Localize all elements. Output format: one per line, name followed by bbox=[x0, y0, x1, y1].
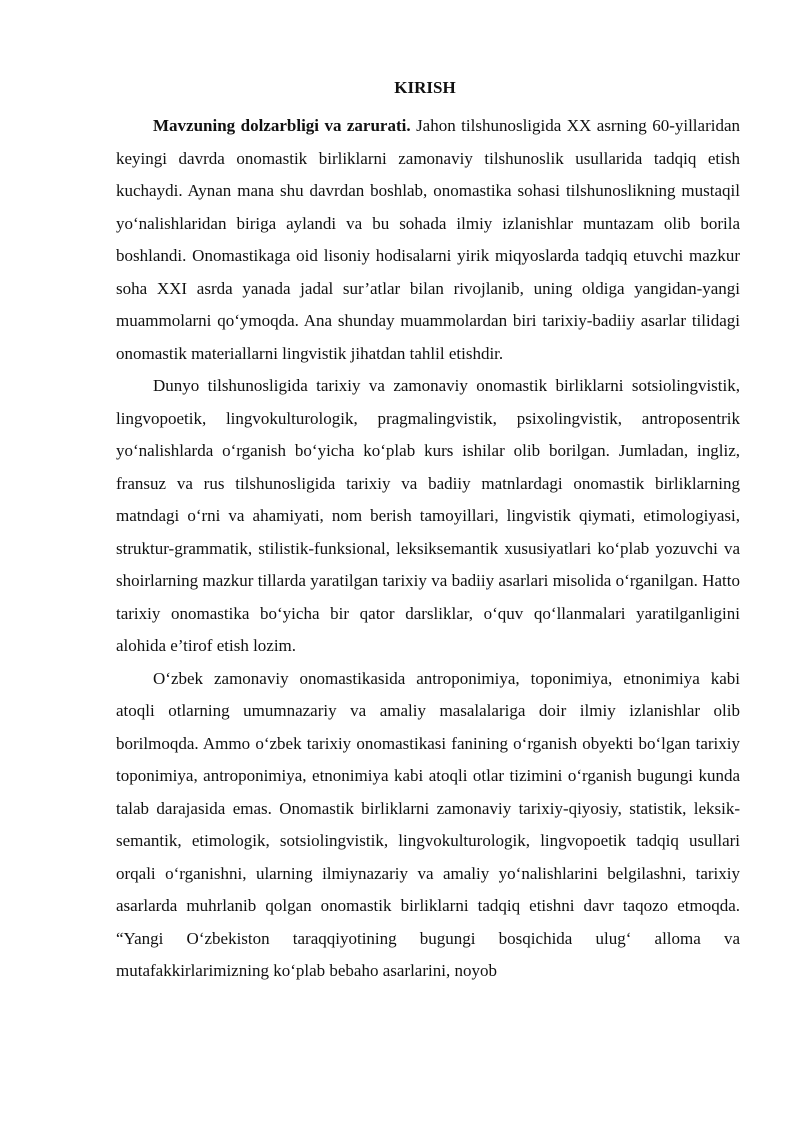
document-body bbox=[116, 110, 740, 988]
paragraph-world-linguistics bbox=[116, 370, 740, 663]
paragraph-lead-heading: Mavzuning dolzarbligi va zarurati. bbox=[153, 116, 411, 135]
paragraph-text: Jahon tilshunosligida XX asrning 60-yillaridan keyingi davrda onomastik birliklarni zamonaviy tilshunoslik usullarida tadqiq etish kuchaydi. Aynan mana shu davrdan boshlab, onomastika sohasi tilshunoslikning mustaqil yo‘nalishlaridan biriga aylandi va bu sohada ilmiy izlanishlar muntazam olib borila boshlandi. Onomastikaga oid lisoniy hodisalarni yirik miqyoslarda tadqiq etuvchi mazkur soha XXI asrda yanada jadal sur’atlar bilan rivojlanib, uning oldiga yangidan-yangi muammolarni qo‘ymoqda. Ana shunday muammolardan biri tarixiy-badiiy asarlar tilidagi onomastik materiallarni lingvistik jihatdan tahlil etishdir. bbox=[116, 116, 741, 363]
paragraph-relevance bbox=[116, 110, 740, 370]
paragraph-text: Dunyo tilshunosligida tarixiy va zamonaviy onomastik birliklarni sotsiolingvistik, lingvopoetik, lingvokulturologik, pragmalingvistik, psixolingvistik, antroposentrik yo‘nalishlarda o‘rganish bo‘yicha ko‘plab kurs ishilar olib borilgan. Jumladan, ingliz, fransuz va rus tilshunosligida tarixiy va badiiy matnlardagi onomastik birliklarning matndagi o‘rni va ahamiyati, nom berish tamoyillari, lingvistik qiymati, etimologiyasi, struktur-grammatik, stilistik-funksional, leksiksemantik xususiyatlari ko‘plab yozuvchi va shoirlarning mazkur tillarda yaratilgan tarixiy va badiiy asarlari misolida o‘rganilgan. Hatto tarixiy onomastika bo‘yicha bir qator darsliklar, o‘quv qo‘llanmalari yaratilganligini alohida e’tirof etish lozim. bbox=[116, 376, 740, 655]
page-title: KIRISH bbox=[394, 78, 456, 97]
paragraph-uzbek-onomastics bbox=[116, 663, 740, 988]
paragraph-text: O‘zbek zamonaviy onomastikasida antroponimiya, toponimiya, etnonimiya kabi atoqli otlarning umumnazariy va amaliy masalalariga doir ilmiy izlanishlar olib borilmoqda. Ammo o‘zbek tarixiy onomastikasi fanining o‘rganish obyekti bo‘lgan tarixiy toponimiya, antroponimiya, etnonimiya kabi atoqli otlar tizimini o‘rganish bugungi kunda talab darajasida emas. Onomastik birliklarni zamonaviy tarixiy-qiyosiy, statistik, leksik-semantik, etimologik, sotsiolingvistik, lingvokulturologik, lingvopoetik tadqiq usullari orqali o‘rganishni, ularning ilmiynazariy va amaliy yo‘nalishlarini belgilashni, tarixiy asarlarda muhrlanib qolgan onomastik birliklarni tadqiq etishni davr taqozo etmoqda. “Yangi O‘zbekiston taraqqiyotining bugungi bosqichida ulug‘ alloma va mutafakkirlarimizning ko‘plab bebaho asarlarini, noyob bbox=[116, 668, 740, 980]
